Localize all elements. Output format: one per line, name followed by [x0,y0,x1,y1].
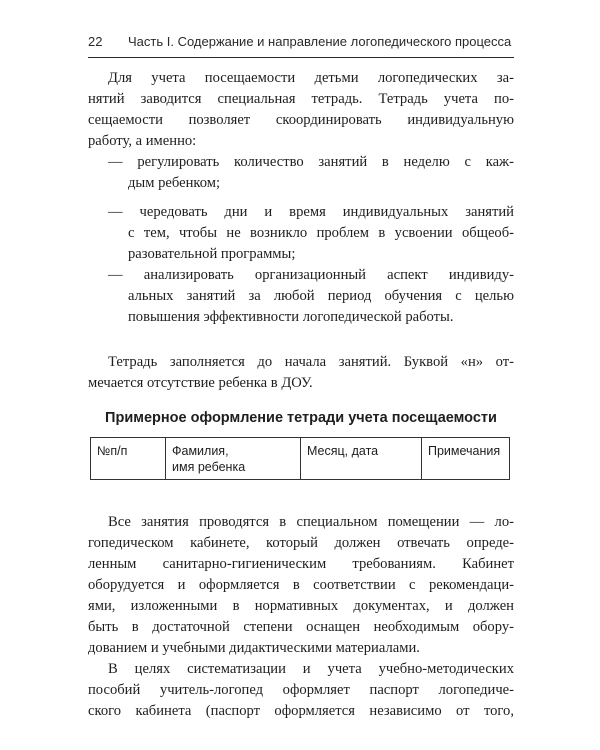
text-line: нятий заводится специальная тетрадь. Тетрадь учета по- [88,91,514,107]
note-paragraph [88,352,514,394]
header-rule [88,57,514,58]
table-title: Примерное оформление тетради учета посещаемости [105,410,497,426]
text-line: — регулировать количество занятий в неделю с каж- [108,154,514,170]
column-header-label: Фамилия, [172,444,229,458]
column-header-label: Месяц, дата [307,444,379,458]
text-line: ленным санитарно-гигиеническим требованиям. Кабинет [88,556,514,572]
text-line: с тем, чтобы не возникло проблем в усвоении общеоб- [128,225,514,241]
text-line: дым ребенком; [128,175,221,191]
text-line: дованием и учебными дидактическими материалами. [88,640,420,656]
attendance-table [90,437,510,480]
list-item [88,265,514,328]
text-line: работу, а именно: [88,133,197,149]
text-line: оборудуется и оформляется в соответствии с рекомендаци- [88,577,514,593]
column-header [91,438,166,480]
text-line: повышения эффективности логопедической работы. [128,309,454,325]
text-line: ями, изложенными в нормативных документах, и должен [88,598,514,614]
column-header-label: имя ребенка [172,460,246,474]
text-line: гопедическом кабинете, который должен отвечать опреде- [88,535,514,551]
intro-paragraph [88,68,514,152]
column-header [166,438,301,480]
column-header-label: №п/п [97,444,128,458]
column-header-label: Примечания [428,444,501,458]
list-item [88,152,514,194]
text-line: альных занятий за любой период обучения с целью [128,288,514,304]
text-line: разовательной программы; [128,246,296,262]
text-line: Для учета посещаемости детьми логопедических за- [108,70,514,86]
text-line: ского кабинета (паспорт оформляется независимо от того, [88,703,514,719]
column-header [422,438,510,480]
running-title: Часть I. Содержание и направление логопедического процесса [128,34,512,49]
text-line: сещаемости позволяет скоординировать индивидуальную [88,112,514,128]
text-line: — анализировать организационный аспект индивиду- [108,267,514,283]
text-line: мечается отсутствие ребенка в ДОУ. [88,375,313,391]
text-line: пособий учитель-логопед оформляет паспорт логопедиче- [88,682,514,698]
body-paragraph [88,512,514,659]
text-line: Тетрадь заполняется до начала занятий. Буквой «н» от- [108,354,514,370]
text-line: быть в достаточной степени оснащен необходимым обору- [88,619,514,635]
column-header [301,438,422,480]
text-line: В целях систематизации и учета учебно-методических [108,661,514,677]
table-header-row [91,438,510,480]
text-line: Все занятия проводятся в специальном помещении — ло- [108,514,514,530]
list-item [88,202,514,265]
body-paragraph [88,659,514,722]
text-line: — чередовать дни и время индивидуальных занятий [108,204,514,220]
page-number: 22 [88,34,103,49]
running-header [88,34,512,49]
